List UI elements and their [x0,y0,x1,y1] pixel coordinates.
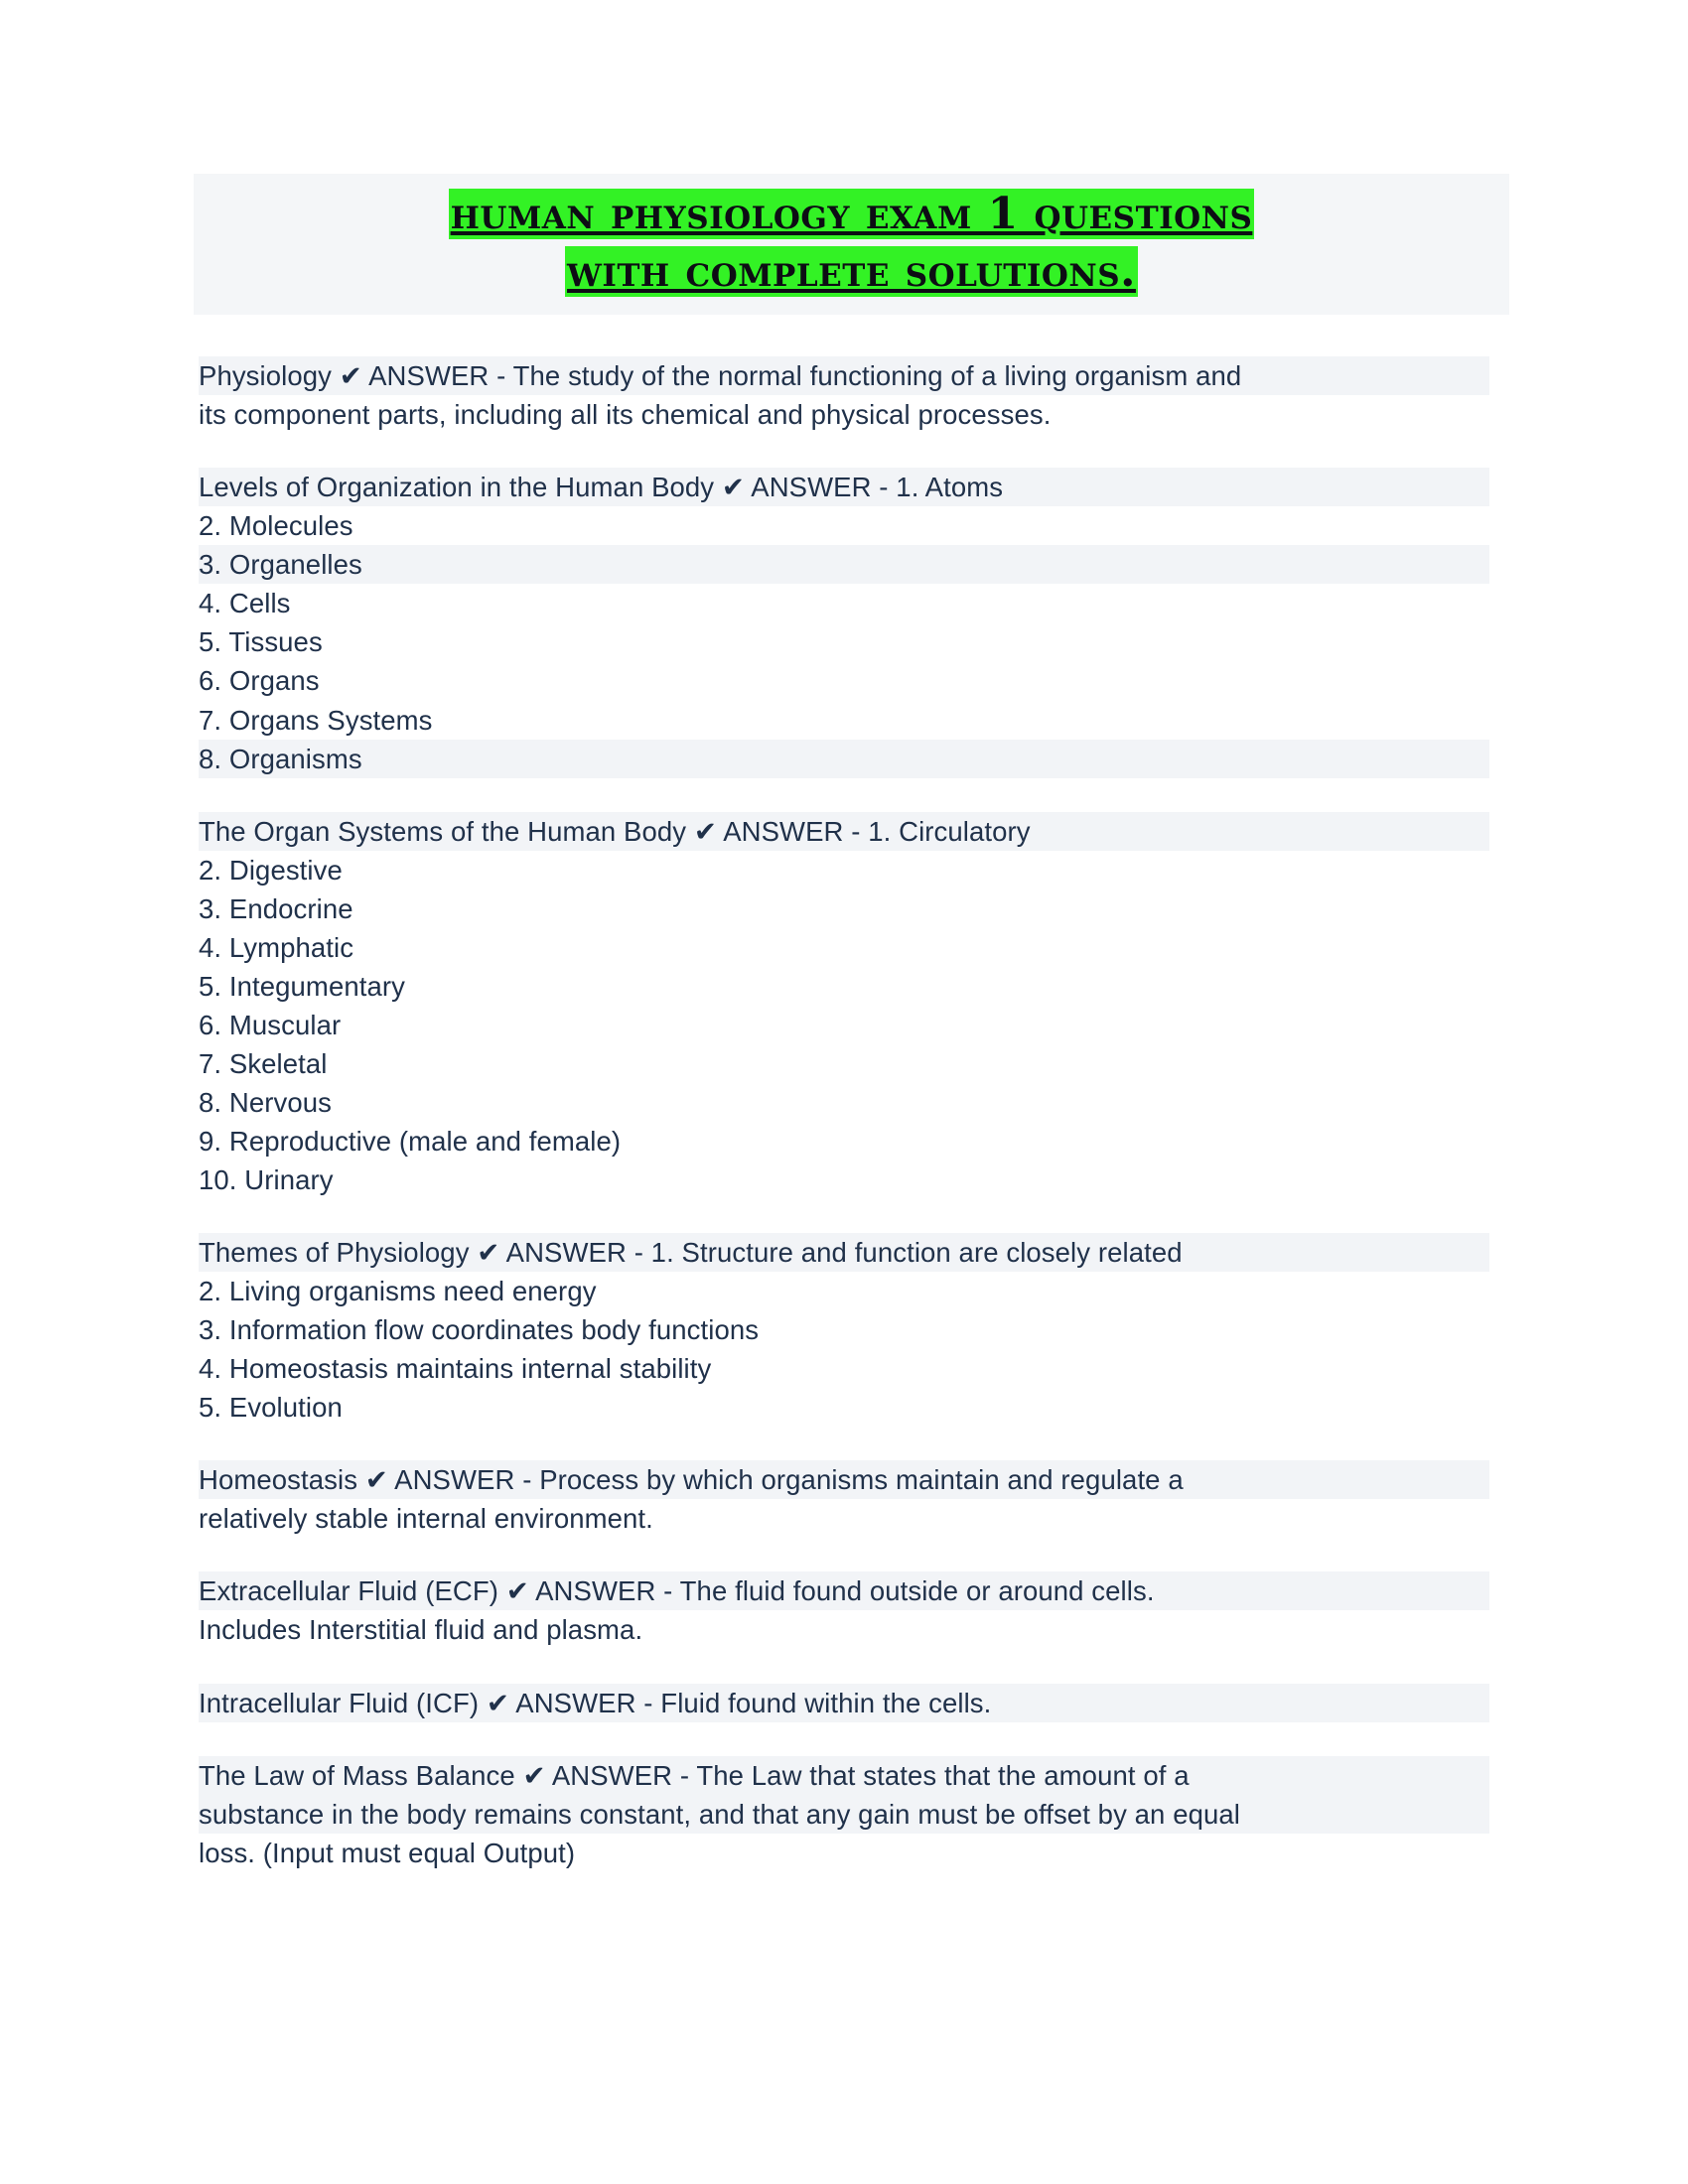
qa-entry-extracellular-fluid [199,1571,1489,1649]
qa-entry-physiology [199,356,1489,434]
document-body [199,356,1489,1872]
qa-line: Extracellular Fluid (ECF) ✔ ANSWER - The fluid found outside or around cells. [199,1571,1489,1610]
qa-line: 4. Lymphatic [199,931,354,963]
qa-entry-organ-systems [199,812,1489,1199]
page-title-line-2 [194,243,1509,301]
qa-entry-homeostasis [199,1460,1489,1538]
qa-line: 5. Evolution [199,1392,343,1424]
qa-line: 8. Organisms [199,740,1489,778]
qa-line: Includes Interstitial fluid and plasma. [199,1614,643,1646]
qa-line: 2. Living organisms need energy [199,1276,597,1307]
qa-line: 5. Tissues [199,626,323,658]
qa-line: 3. Endocrine [199,892,353,924]
qa-line: 6. Organs [199,665,320,697]
qa-line: 4. Homeostasis maintains internal stability [199,1353,712,1385]
qa-entry-themes-of-physiology [199,1233,1489,1427]
qa-entry-levels-of-organization [199,468,1489,777]
qa-line: 2. Molecules [199,510,353,542]
qa-line: relatively stable internal environment. [199,1503,653,1535]
qa-line: The Organ Systems of the Human Body ✔ ANSWER - 1. Circulatory [199,812,1489,851]
qa-line: 10. Urinary [199,1164,334,1196]
qa-line: The Law of Mass Balance ✔ ANSWER - The Law that states that the amount of a [199,1756,1489,1795]
qa-line: 3. Organelles [199,545,1489,584]
qa-line: 8. Nervous [199,1086,332,1118]
page-title-line-1 [194,186,1509,243]
qa-line: Themes of Physiology ✔ ANSWER - 1. Structure and function are closely related [199,1233,1489,1272]
qa-line: 7. Organs Systems [199,704,433,736]
qa-line: 5. Integumentary [199,970,405,1002]
qa-entry-intracellular-fluid [199,1684,1489,1722]
qa-line: loss. (Input must equal Output) [199,1837,576,1868]
qa-line: its component parts, including all its chemical and physical processes. [199,399,1052,431]
qa-line: Physiology ✔ ANSWER - The study of the normal functioning of a living organism and [199,356,1489,395]
page-title-text-1: human physiology exam 1 questions [450,189,1253,239]
qa-entry-law-of-mass-balance [199,1756,1489,1872]
qa-line: 4. Cells [199,588,291,619]
qa-line: 7. Skeletal [199,1047,328,1079]
qa-line: 6. Muscular [199,1009,342,1040]
qa-line: Homeostasis ✔ ANSWER - Process by which organisms maintain and regulate a [199,1460,1489,1499]
page-title-text-2: with complete solutions. [567,246,1136,298]
qa-line: Levels of Organization in the Human Body ✔ ANSWER - 1. Atoms [199,468,1489,506]
qa-line: substance in the body remains constant, and that any gain must be offset by an equal [199,1795,1489,1834]
qa-line: Intracellular Fluid (ICF) ✔ ANSWER - Fluid found within the cells. [199,1684,1489,1722]
qa-line: 2. Digestive [199,854,343,886]
document-title-block [194,174,1509,315]
qa-line: 9. Reproductive (male and female) [199,1126,622,1157]
qa-line: 3. Information flow coordinates body functions [199,1314,760,1346]
